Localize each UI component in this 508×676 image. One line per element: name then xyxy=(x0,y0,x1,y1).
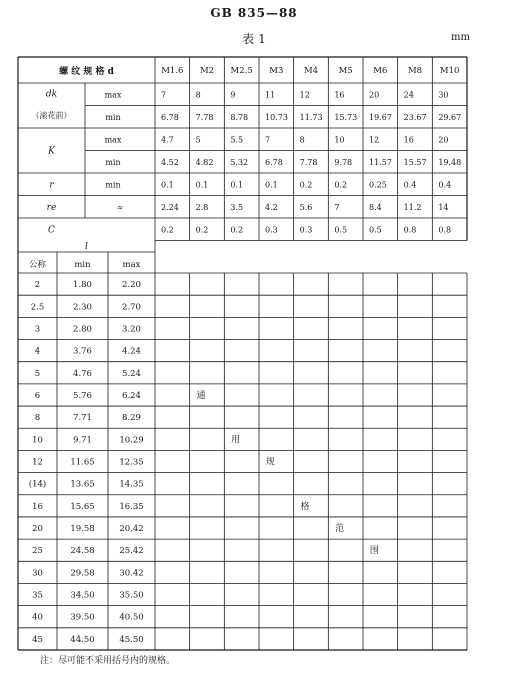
dimension-value: 5.6 xyxy=(299,202,313,212)
dimension-value: 5.32 xyxy=(230,157,249,167)
dimension-value: 0.4 xyxy=(403,180,417,190)
length-nominal: 12 xyxy=(32,457,43,468)
length-min: 19.58 xyxy=(70,524,95,535)
dimension-value: 0.5 xyxy=(369,225,382,235)
param-dk: dk xyxy=(45,89,58,100)
length-max: 6.24 xyxy=(122,390,141,401)
length-min: 39.50 xyxy=(70,612,95,623)
length-nominal: 35 xyxy=(32,590,43,601)
dimension-value: 11 xyxy=(265,90,276,100)
dimension-value: 8.4 xyxy=(369,202,382,212)
size-header-6: M6 xyxy=(373,66,388,76)
length-min: 24.58 xyxy=(70,546,95,557)
qualifier-text: min xyxy=(105,180,121,190)
dimension-value: 15.73 xyxy=(334,112,358,122)
param-re: re xyxy=(46,202,57,213)
length-max: 16.35 xyxy=(119,501,144,512)
length-nominal: 3 xyxy=(34,324,41,335)
length-min: 9.71 xyxy=(73,435,92,446)
dimension-value: 5.5 xyxy=(230,135,244,145)
qualifier-text: min xyxy=(105,157,121,167)
length-nominal: 6 xyxy=(34,390,41,401)
dimension-value: 3.5 xyxy=(230,202,244,212)
dimension-value: 7.78 xyxy=(299,157,318,167)
dimension-value: 9 xyxy=(230,90,236,100)
length-max: 12.35 xyxy=(119,457,144,468)
size-header-3: M3 xyxy=(269,66,284,76)
dimension-value: 9.78 xyxy=(334,157,353,167)
qualifier-text: ≈ xyxy=(116,202,124,212)
length-max: 35.50 xyxy=(119,590,144,601)
length-nominal: 10 xyxy=(32,435,43,446)
dimension-value: 11.73 xyxy=(299,112,323,122)
length-max: 40.50 xyxy=(119,612,144,623)
dimension-value: 4.7 xyxy=(161,135,174,145)
range-mark: 围 xyxy=(369,546,379,557)
dimension-value: 8 xyxy=(195,90,201,100)
dimension-value: 2.8 xyxy=(195,202,209,212)
length-nominal: (14) xyxy=(28,479,47,490)
size-header-0: M1.6 xyxy=(161,66,184,76)
dimension-value: 0.1 xyxy=(161,180,174,190)
length-min: 2.30 xyxy=(73,302,92,313)
length-min: 7.71 xyxy=(73,413,92,424)
dimension-value: 29.67 xyxy=(438,112,462,122)
range-mark: 通 xyxy=(196,390,206,401)
dimension-value: 12 xyxy=(299,90,310,100)
dimension-value: 10 xyxy=(334,135,345,145)
length-max: 10.29 xyxy=(119,435,144,446)
footnote: 注：尽可能不采用括号内的规格。 xyxy=(40,656,176,666)
length-max: 25.42 xyxy=(119,546,144,557)
dimension-value: 0.1 xyxy=(230,180,244,190)
length-max: 3.20 xyxy=(122,324,141,335)
length-max: 4.24 xyxy=(122,346,141,357)
length-max: 14.35 xyxy=(119,479,144,490)
dimension-value: 7 xyxy=(161,90,167,100)
length-min: 11.65 xyxy=(70,457,95,468)
dimension-value: 4.2 xyxy=(265,202,278,212)
qualifier-text: max xyxy=(104,90,122,100)
length-min: 4.76 xyxy=(73,368,92,379)
dimension-value: 0.1 xyxy=(195,180,209,190)
dimension-value: 5 xyxy=(195,135,201,145)
param-k: K xyxy=(48,146,55,157)
col-max: max xyxy=(122,260,141,270)
dimension-value: 0.25 xyxy=(369,180,387,190)
length-nominal: 20 xyxy=(32,524,43,535)
length-nominal: 30 xyxy=(32,568,43,579)
dimension-value: 10.73 xyxy=(265,112,288,122)
dimension-value: 0.3 xyxy=(299,225,313,235)
dimension-value: 4.52 xyxy=(161,157,179,167)
unit-label: mm xyxy=(451,32,470,43)
length-nominal: 8 xyxy=(34,413,41,424)
dimension-value: 16 xyxy=(334,90,345,100)
qualifier-text: min xyxy=(105,112,121,122)
length-min: 13.65 xyxy=(70,479,95,490)
dimension-value: 0.4 xyxy=(438,180,452,190)
dimension-value: 2.24 xyxy=(161,202,179,212)
param-c: C xyxy=(48,225,55,236)
length-nominal: 16 xyxy=(32,501,43,512)
length-nominal: 40 xyxy=(32,612,43,623)
size-header-2: M2.5 xyxy=(230,66,253,76)
length-nominal: 5 xyxy=(34,368,41,379)
dimension-value: 14 xyxy=(438,202,449,212)
dimension-value: 0.2 xyxy=(195,225,209,235)
length-nominal: 4 xyxy=(34,346,41,357)
dimension-value: 0.2 xyxy=(161,225,174,235)
range-mark: 范 xyxy=(335,524,345,535)
qualifier-text: max xyxy=(104,135,122,145)
spec-header-label: 螺 纹 规 格 d xyxy=(59,67,114,77)
size-header-4: M4 xyxy=(303,66,319,76)
size-header-7: M8 xyxy=(407,66,423,76)
length-min: 15.65 xyxy=(70,501,95,512)
length-max: 2.70 xyxy=(122,302,141,313)
dimension-value: 7 xyxy=(334,202,340,212)
length-label: l xyxy=(85,242,88,252)
length-nominal: 45 xyxy=(32,634,43,645)
dimension-value: 23.67 xyxy=(403,112,427,122)
length-max: 20.42 xyxy=(119,524,144,535)
length-min: 34.50 xyxy=(70,590,95,601)
length-max: 30.42 xyxy=(119,568,144,579)
size-header-5: M5 xyxy=(338,66,353,76)
range-mark: 规 xyxy=(265,457,275,468)
length-nominal: 2 xyxy=(34,280,41,291)
length-min: 44.50 xyxy=(70,634,95,645)
length-max: 8.29 xyxy=(122,413,141,424)
dimension-value: 12 xyxy=(369,135,380,145)
length-max: 45.50 xyxy=(119,634,144,645)
dimension-value: 16 xyxy=(403,135,414,145)
length-min: 5.76 xyxy=(73,390,92,401)
dimension-value: 7 xyxy=(265,135,271,145)
dimension-value: 0.2 xyxy=(334,180,348,190)
dimension-value: 0.8 xyxy=(403,225,417,235)
size-header-1: M2 xyxy=(199,66,215,76)
length-nominal: 25 xyxy=(32,546,43,557)
size-header-8: M10 xyxy=(439,66,460,76)
range-mark: 用 xyxy=(231,435,241,446)
dimension-value: 8 xyxy=(299,135,305,145)
param-dk-note: （滚花前） xyxy=(31,110,72,120)
table-title: 表 1 xyxy=(242,32,266,46)
dimension-value: 24 xyxy=(403,90,414,100)
dimension-value: 4.82 xyxy=(195,157,214,167)
dimension-value: 6.78 xyxy=(265,157,283,167)
standard-code: GB 835—88 xyxy=(210,6,298,20)
dimension-value: 11.57 xyxy=(369,157,392,167)
dimension-value: 0.3 xyxy=(265,225,278,235)
dimension-value: 20 xyxy=(369,90,380,100)
length-min: 29.58 xyxy=(70,568,95,579)
dimension-value: 0.2 xyxy=(230,225,244,235)
dimension-value: 8.78 xyxy=(230,112,249,122)
range-mark: 格 xyxy=(300,501,310,512)
dimension-value: 19.67 xyxy=(369,112,392,122)
length-nominal: 2.5 xyxy=(30,302,45,313)
dimension-value: 15.57 xyxy=(403,157,427,167)
length-min: 1.80 xyxy=(73,280,92,291)
dimension-value: 30 xyxy=(438,90,449,100)
dimension-value: 6.78 xyxy=(161,112,179,122)
col-min: min xyxy=(74,260,91,270)
col-nominal: 公称 xyxy=(28,260,47,270)
param-r: r xyxy=(49,180,54,191)
length-max: 2.20 xyxy=(122,280,141,291)
dimension-value: 20 xyxy=(438,135,449,145)
dimension-value: 11.2 xyxy=(403,202,422,212)
dimension-value: 0.5 xyxy=(334,225,348,235)
dimension-value: 0.2 xyxy=(299,180,313,190)
dimension-value: 7.78 xyxy=(195,112,214,122)
dimension-value: 19.48 xyxy=(438,157,462,167)
length-max: 5.24 xyxy=(122,368,141,379)
length-min: 2.80 xyxy=(73,324,92,335)
dimension-value: 0.8 xyxy=(438,225,452,235)
dimension-value: 0.1 xyxy=(265,180,278,190)
length-min: 3.76 xyxy=(73,346,92,357)
